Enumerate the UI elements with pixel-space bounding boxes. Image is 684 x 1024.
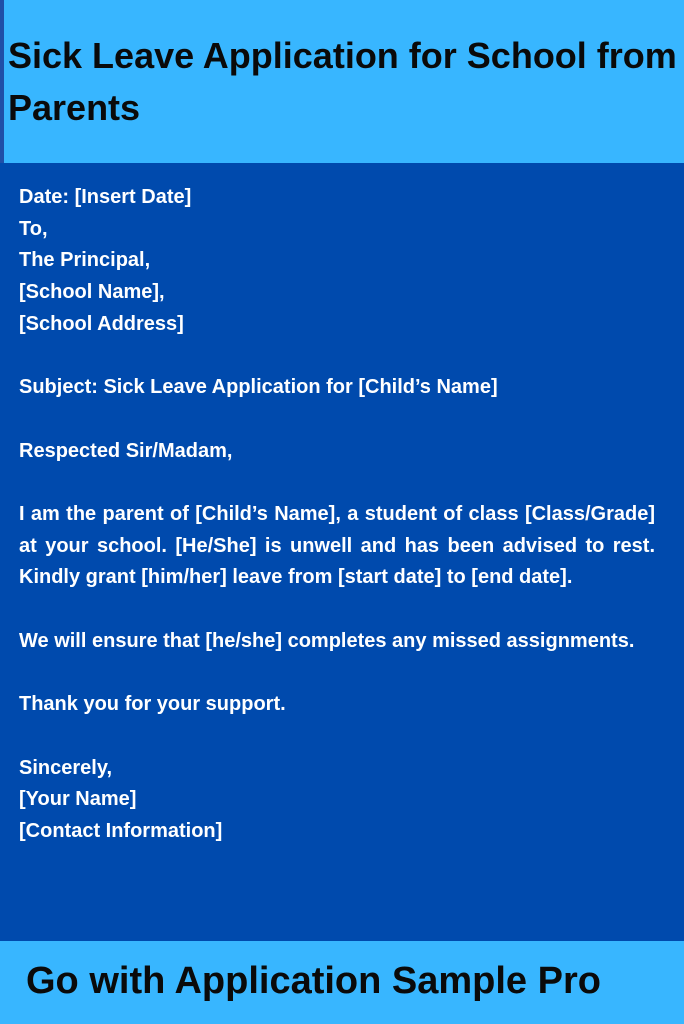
spacer	[19, 657, 655, 689]
letter-salutation: Respected Sir/Madam,	[19, 439, 233, 462]
spacer	[19, 721, 655, 753]
header-banner	[0, 0, 684, 163]
letter-contact: [Contact Information]	[19, 819, 223, 842]
letter-panel	[0, 163, 684, 941]
letter-thanks: Thank you for your support.	[19, 693, 286, 716]
spacer	[19, 467, 655, 499]
footer-brand: Go with Application Sample Pro	[26, 960, 601, 1002]
spacer	[19, 594, 655, 626]
letter-school-address: [School Address]	[19, 312, 184, 335]
letter-date: Date: [Insert Date]	[19, 186, 192, 208]
letter-recipient: The Principal,	[19, 249, 151, 272]
letter-to: To,	[19, 217, 48, 240]
page-title: Sick Leave Application for School from Parents	[8, 35, 677, 128]
letter-closing: Sincerely,	[19, 756, 113, 779]
letter-body	[19, 182, 655, 848]
letter-school-name: [School Name],	[19, 281, 165, 304]
letter-subject: Subject: Sick Leave Application for [Child’s Name]	[19, 376, 498, 399]
footer-banner	[0, 941, 684, 1024]
spacer	[19, 404, 655, 436]
letter-sender-name: [Your Name]	[19, 788, 137, 811]
letter-paragraph-1: I am the parent of [Child’s Name], a student of class [Class/Grade] at your school. [He/She] is unwell and has been advised to rest. Kindly grant [him/her] leave from [start date] to [end date].	[19, 502, 655, 589]
spacer	[19, 341, 655, 373]
letter-paragraph-2: We will ensure that [he/she] completes any missed assignments.	[19, 629, 635, 652]
